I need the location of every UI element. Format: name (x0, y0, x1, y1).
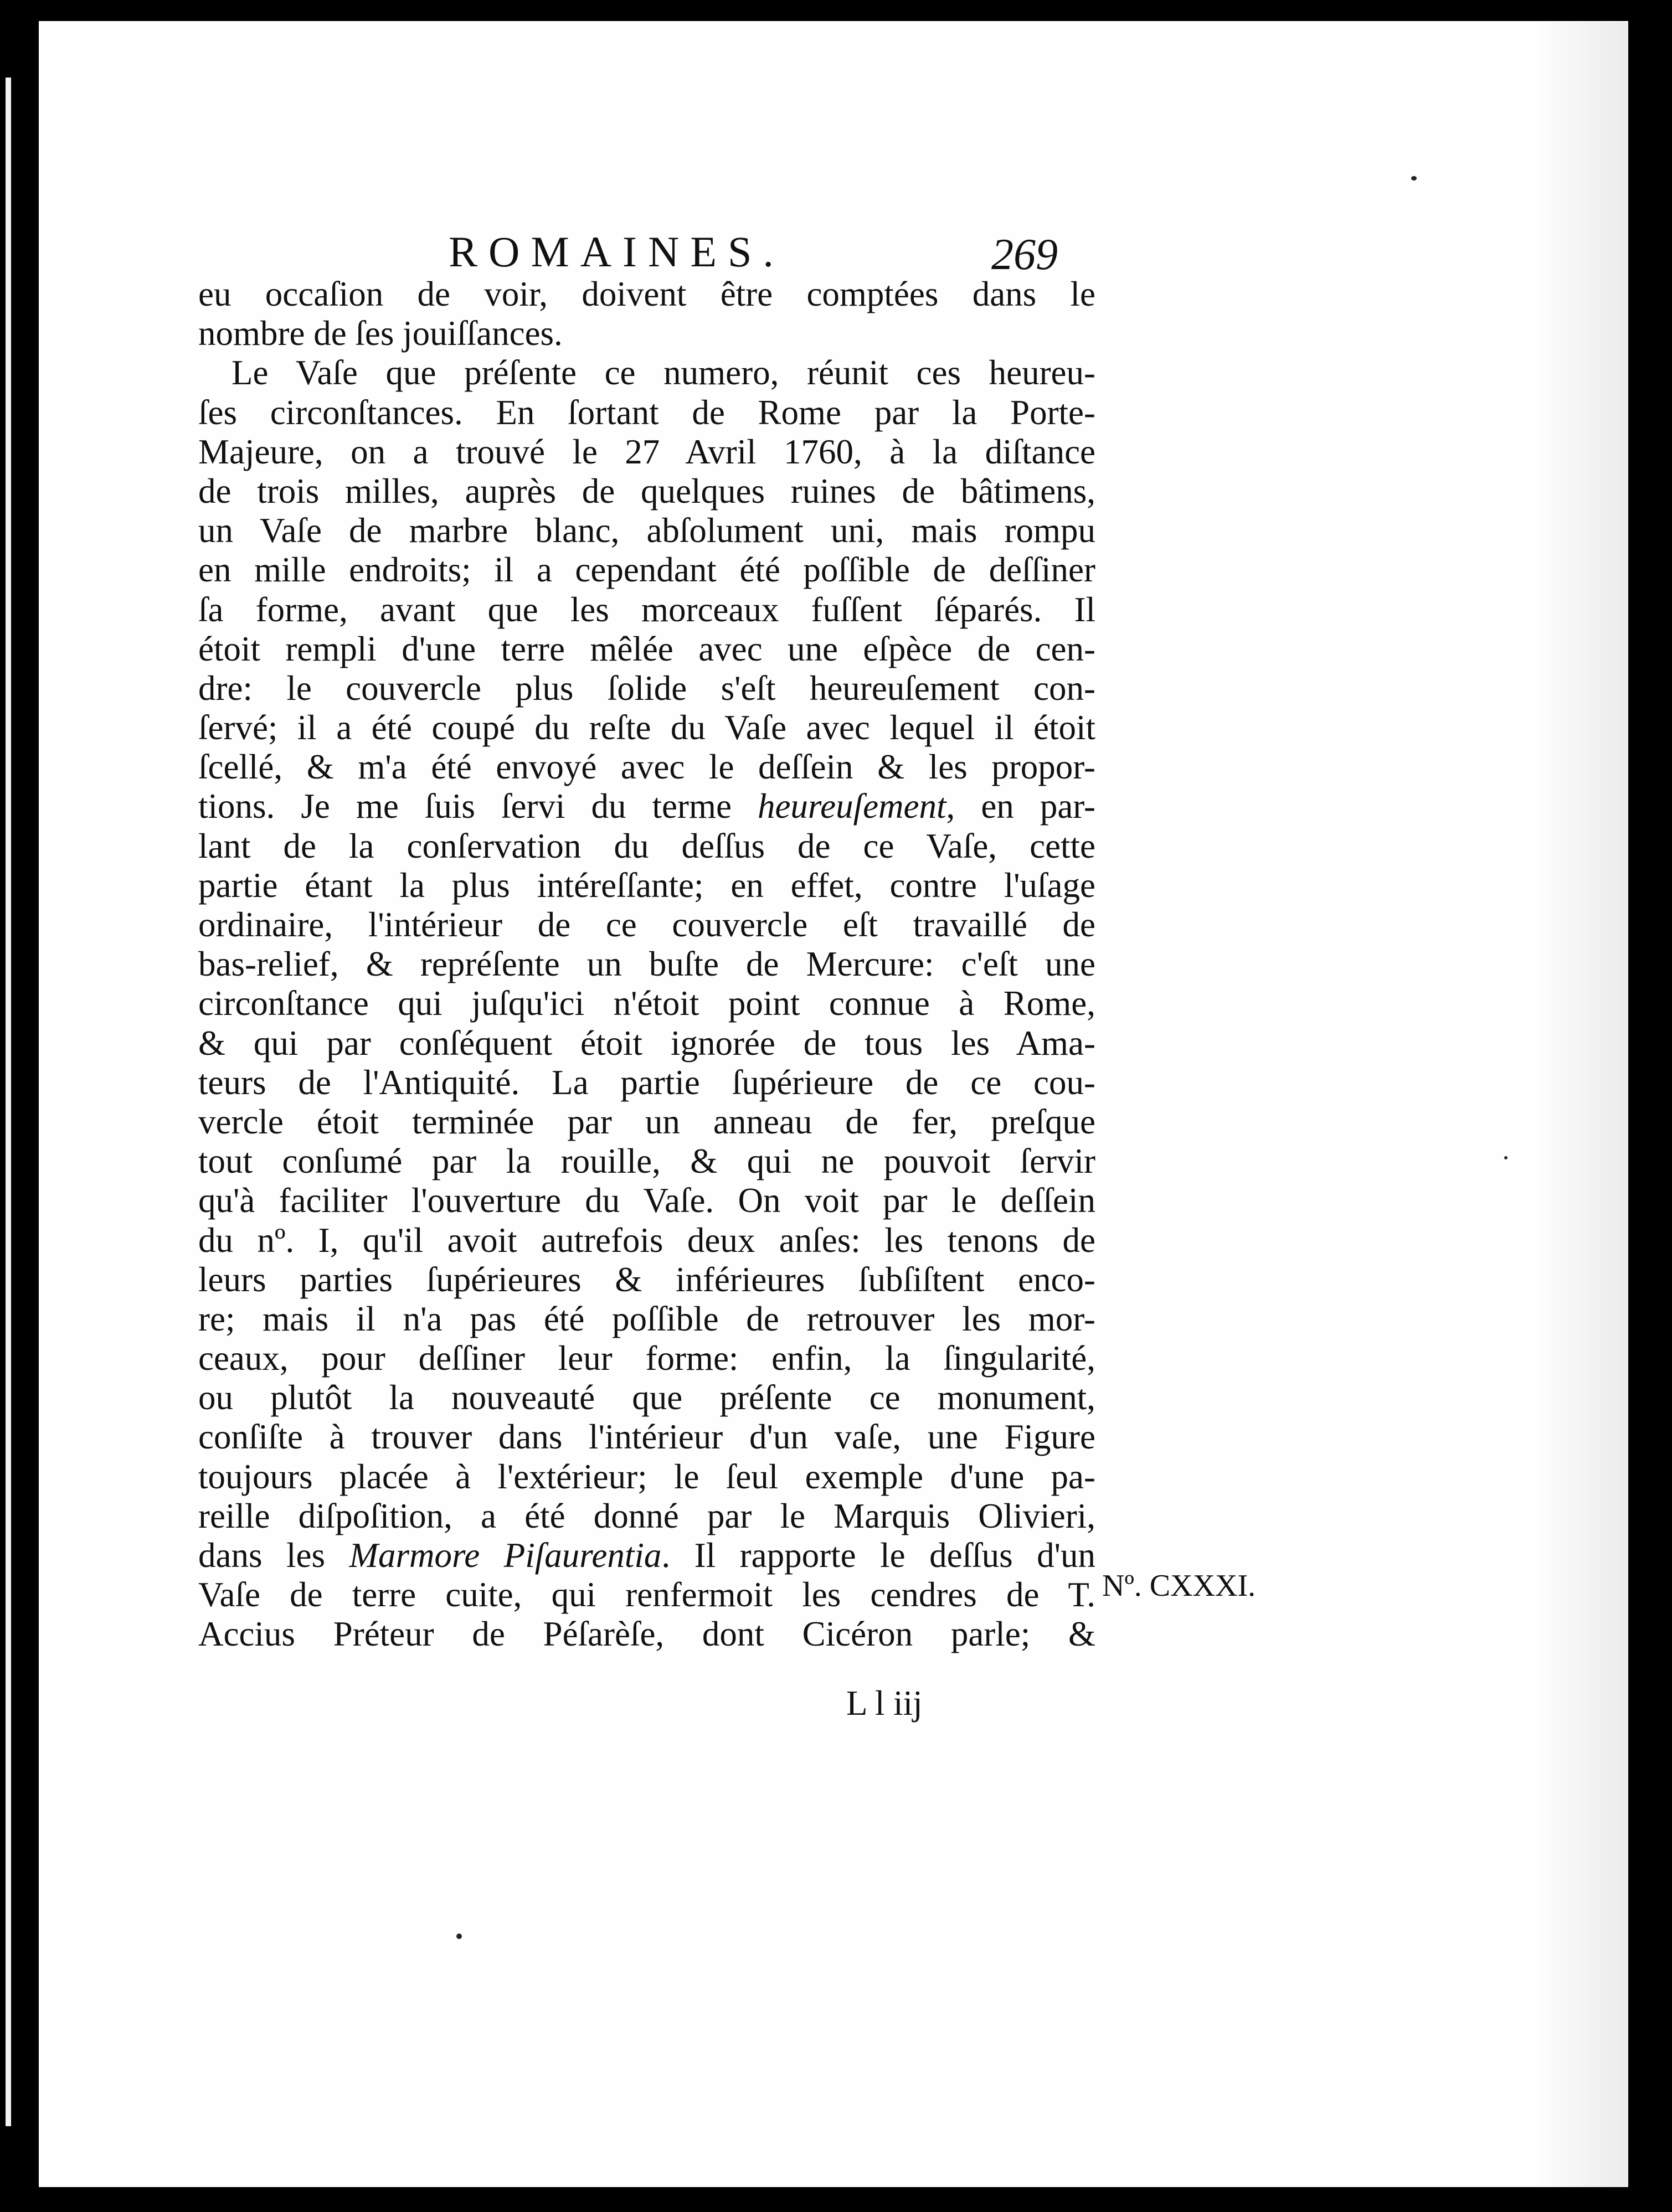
text-line: étoit rempli d'une terre mêlée avec une eſpèce de cen- (198, 629, 1095, 668)
margin-note: Nº. CXXXI. (1102, 1569, 1256, 1603)
page-number: 269 (991, 230, 1058, 279)
text-line: conſiſte à trouver dans l'intérieur d'un vaſe, une Figure (198, 1417, 1095, 1457)
text-line: circonſtance qui juſqu'ici n'étoit point connue à Rome, (198, 984, 1095, 1023)
running-title: ROMAINES. (449, 228, 785, 276)
text-line: lant de la conſervation du deſſus de ce Vaſe, cette (198, 826, 1095, 865)
text-line: vercle étoit terminée par un anneau de fer, preſque (198, 1102, 1095, 1141)
text-line: toujours placée à l'extérieur; le ſeul exemple d'une pa- (198, 1457, 1095, 1496)
text-line (198, 787, 1095, 826)
ink-speck (1411, 176, 1417, 181)
text-line: Accius Préteur de Péſarèſe, dont Cicéron parle; & (198, 1615, 1095, 1654)
page-shadow (1534, 22, 1628, 2187)
text-line: teurs de l'Antiquité. La partie ſupérieure de ce cou- (198, 1063, 1095, 1102)
text-line: Majeure, on a trouvé le 27 Avril 1760, à la diſtance (198, 432, 1095, 471)
text-line: tout conſumé par la rouille, & qui ne pouvoit ſervir (198, 1142, 1095, 1181)
text-line: ceaux, pour deſſiner leur forme: enfin, la ſingularité, (198, 1339, 1095, 1378)
text-line: qu'à faciliter l'ouverture du Vaſe. On voit par le deſſein (198, 1181, 1095, 1220)
text-line: un Vaſe de marbre blanc, abſolument uni, mais rompu (198, 511, 1095, 550)
text-line: nombre de ſes jouiſſances. (198, 314, 563, 353)
text-line: re; mais il n'a pas été poſſible de retrouver les mor- (198, 1299, 1095, 1338)
text-line: du nº. I, qu'il avoit autrefois deux anſes: les tenons de (198, 1220, 1095, 1260)
text-line: reille diſpoſition, a été donné par le Marquis Olivieri, (198, 1496, 1095, 1535)
text-line: ſes circonſtances. En ſortant de Rome par la Porte- (198, 393, 1095, 432)
text-span: . Il rapporte le deſſus d'un (661, 1536, 1095, 1575)
text-line: Vaſe de terre cuite, qui renfermoit les cendres de T. (198, 1575, 1095, 1615)
text-line: eu occaſion de voir, doivent être comptées dans le (198, 275, 1095, 313)
text-line: ordinaire, l'intérieur de ce couvercle eſt travaillé de (198, 905, 1095, 944)
ink-speck (1504, 1156, 1508, 1159)
text-line: ou plutôt la nouveauté que préſente ce monument, (198, 1378, 1095, 1417)
text-line: & qui par conſéquent étoit ignorée de tous les Ama- (198, 1023, 1095, 1063)
text-line: de trois milles, auprès de quelques ruines de bâtimens, (198, 471, 1095, 511)
text-span: tions. Je me ſuis ſervi du terme (198, 787, 758, 826)
text-line: ſcellé, & m'a été envoyé avec le deſſein & les propor- (198, 747, 1095, 787)
text-line: partie étant la plus intéreſſante; en effet, contre l'uſage (198, 865, 1095, 905)
text-span: , en par- (946, 787, 1095, 826)
text-line (198, 1536, 1095, 1575)
body-text (198, 275, 1095, 1654)
text-line: ſervé; il a été coupé du reſte du Vaſe avec lequel il étoit (198, 708, 1095, 747)
italic-term: Marmore Piſaurentia (349, 1536, 662, 1575)
text-line: leurs parties ſupérieures & inférieures ſubſiſtent enco- (198, 1260, 1095, 1299)
text-line: Le Vaſe que préſente ce numero, réunit ces heureu- (231, 353, 1095, 393)
text-span: dans les (198, 1536, 349, 1575)
text-line: en mille endroits; il a cependant été poſſible de deſſiner (198, 550, 1095, 590)
text-line: ſa forme, avant que les morceaux fuſſent ſéparés. Il (198, 590, 1095, 629)
text-line: bas-relief, & repréſente un buſte de Mercure: c'eſt une (198, 945, 1095, 984)
ink-speck (456, 1933, 462, 1939)
signature-mark: L l iij (846, 1684, 923, 1723)
italic-term: heureuſement (757, 787, 946, 826)
left-page-edge (6, 78, 11, 2126)
text-line: dre: le couvercle plus ſolide s'eſt heureuſement con- (198, 668, 1095, 708)
